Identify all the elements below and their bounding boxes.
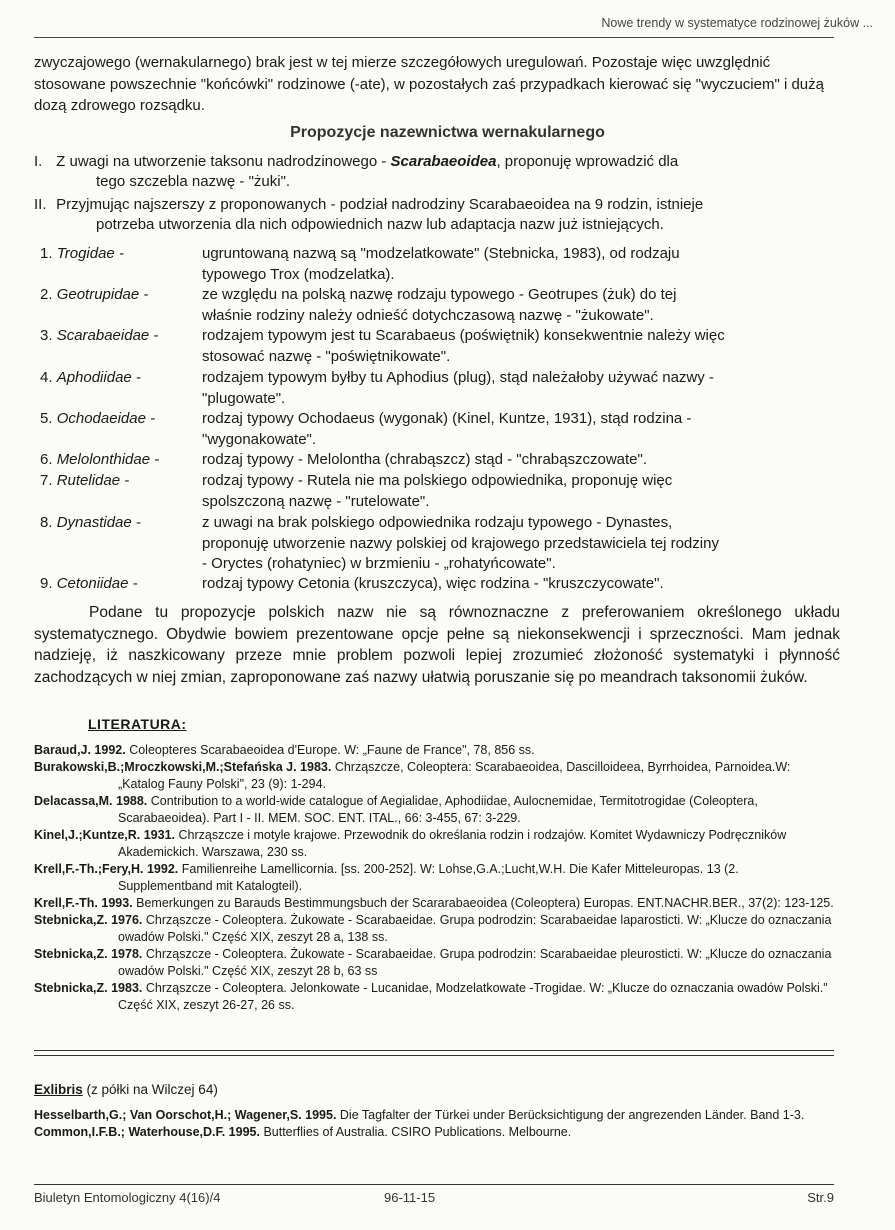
reference-author: Krell,F.-Th.;Fery,H. 1992. [34,862,179,876]
family-description: z uwagi na brak polskiego odpowiednika rodzaju typowego - Dynastes, proponuję utworzenie nazwy polskiej od krajowego przedstawiciela tej rodziny - Oryctes (rohatyniec) w brzmieniu - „rohatyńcowate". [202,514,719,572]
reference-author: Burakowski,B.;Mroczkowski,M.;Stefańska J. 1983. [34,760,332,774]
reference-text: Bemerkungen zu Barauds Bestimmungsbuch der Scararabaeoidea (Coleoptera) Europas. ENT.NACHR.BER., 37(2): 123-125. [132,896,834,910]
roman-item-1 [34,152,840,192]
reference-author: Stebnicka,Z. 1976. [34,913,143,927]
reference-item [34,895,834,912]
running-header: Nowe trendy w systematyce rodzinowej żuków ... [601,16,873,30]
reference-item [34,1124,834,1141]
reference-text: Coleopteres Scarabaeoidea d'Europe. W: „Faune de France", 78, 856 ss. [125,743,535,757]
family-description: rodzaj typowy - Melolontha (chrabąszcz) stąd - "chrabąszczowate". [202,451,647,468]
reference-item [34,912,834,946]
closing-paragraph: Podane tu propozycje polskich nazw nie są równoznaczne z preferowaniem określonego układu systematycznego. Obydwie bowiem prezentowane opcje pełne są niekonsekwencji i sprzeczności. Mam jednak nadzieję, iż naszkicowany przeze mnie problem pozwoli lepiej zrozumieć złożoność systematyki i płynność zachodzących w niej zmian, zaproponowane zaś nazwy ułatwią poruszanie się po meandrach taksonomii żuków. [34,604,840,686]
reference-list [34,742,834,1014]
reference-item [34,793,834,827]
family-name: 1. Trogidae - [40,245,124,262]
family-description: ze względu na polską nazwę rodzaju typowego - Geotrupes (żuk) do tej właśnie rodziny należy odnieść dotychczasową nazwę - "żukowate". [202,286,677,324]
reference-text: Chrząszcze - Coleoptera. Żukowate - Scarabaeidae. Grupa podrodzin: Scarabaeidae laparosticti. W: „Klucze do oznaczania owadów Polski." Część XIX, zeszyt 28 a, 138 ss. [118,913,832,944]
family-description: ugruntowaną nazwą są "modzelatkowate" (Stebnicka, 1983), od rodzaju typowego Trox (modzelatka). [202,245,680,283]
taxon-name: Scarabaeoidea [390,153,497,170]
reference-text: Contribution to a world-wide catalogue of Aegialidae, Aphodiidae, Aulocnemidae, Termitotrogidae (Coleoptera, Scarabaeoidea). Part I - II. MEM. SOC. ENT. ITAL., 66: 3-455, 67: 3-229. [118,794,758,825]
exlibris-label: Exlibris [34,1082,83,1097]
family-description: rodzaj typowy - Rutela nie ma polskiego odpowiednika, proponuję więc spolszczoną nazwę - "rutelowate". [202,472,673,510]
reference-item [34,759,834,793]
family-name: 2. Geotrupidae - [40,286,149,303]
roman-num: II. [34,196,47,213]
footer-journal: Biuletyn Entomologiczny 4(16)/4 [34,1190,221,1205]
intro-paragraph: zwyczajowego (wernakularnego) brak jest w tej mierze szczegółowych uregulowań. Pozostaje więc uwzględnić stosowane powszechnie "końcówki" rodzinowe (-ate), w pozostałych zaś przypadkach kierować się "wyczuciem" i dużą dozą zdrowego rozsądku. [34,54,824,114]
family-name: 8. Dynastidae - [40,514,141,531]
reference-text: Chrząszcze - Coleoptera. Jelonkowate - Lucanidae, Modzelatkowate -Trogidae. W: „Klucze do oznaczania owadów Polski." Część XIX, zeszyt 26-27, 26 ss. [118,981,828,1012]
reference-item [34,861,834,895]
reference-item [34,946,834,980]
reference-item [34,827,834,861]
header-rule [34,37,834,38]
family-name: 7. Rutelidae - [40,472,130,489]
exlibris-heading [34,1082,218,1097]
reference-item [34,980,834,1014]
reference-text: Chrząszcze i motyle krajowe. Przewodnik do określania rodzin i rodzajów. Komitet Wydawniczy Podręczników Akademickich. Warszawa, 230 ss. [118,828,787,859]
family-description: rodzajem typowym byłby tu Aphodius (plug), stąd należałoby używać nazwy - "plugowate". [202,369,714,407]
exlibris-list [34,1107,834,1141]
reference-item [34,742,834,759]
reference-author: Krell,F.-Th. 1993. [34,896,133,910]
section-title: Propozycje nazewnictwa wernakularnego [290,124,605,141]
double-rule-bottom [34,1055,834,1056]
reference-author: Kinel,J.;Kuntze,R. 1931. [34,828,176,842]
roman-num: I. [34,153,43,170]
family-name: 6. Melolonthidae - [40,451,160,468]
exlibris-note: (z półki na Wilczej 64) [82,1082,218,1097]
reference-text: Familienreihe Lamellicornia. [ss. 200-252]. W: Lohse,G.A.;Lucht,W.H. Die Kafer Mitteleuropas. 13 (2. Supplementband mit Katalogteil). [118,862,739,893]
reference-text: Chrząszcze, Coleoptera: Scarabaeoidea, Dascilloideea, Byrrhoidea, Parnoidea.W: „Katalog Fauny Polski", 23 (9): 1-294. [118,760,791,791]
reference-item [34,1107,834,1124]
reference-text: Die Tagfalter der Türkei under Berücksichtigung der angrezenden Länder. Band 1-3. [336,1108,805,1122]
roman-cont: tego szczebla nazwę - "żuki". [96,173,291,190]
family-description: rodzaj typowy Cetonia (kruszczyca), więc rodzina - "kruszczycowate". [202,575,664,592]
roman-cont: potrzeba utworzenia dla nich odpowiednich nazw lub adaptacja nazw już istniejących. [96,216,664,233]
family-name: 4. Aphodiidae - [40,369,141,386]
literature-title: LITERATURA: [88,716,187,732]
reference-author: Stebnicka,Z. 1983. [34,981,143,995]
roman-text: , proponuję wprowadzić dla [496,153,679,170]
double-rule-top [34,1050,834,1051]
footer-page: Str.9 [807,1190,834,1205]
family-name: 5. Ochodaeidae - [40,410,156,427]
reference-text: Butterflies of Australia. CSIRO Publications. Melbourne. [259,1125,572,1139]
family-description: rodzaj typowy Ochodaeus (wygonak) (Kinel, Kuntze, 1931), stąd rodzina - "wygonakowate". [202,410,692,448]
family-name: 9. Cetoniidae - [40,575,138,592]
roman-text: Z uwagi na utworzenie taksonu nadrodzinowego - [56,153,391,170]
reference-author: Common,I.F.B.; Waterhouse,D.F. 1995. [34,1125,260,1139]
roman-text: Przyjmując najszerszy z proponowanych - podział nadrodziny Scarabaeoidea na 9 rodzin, istnieje [56,196,704,213]
roman-item-2 [34,195,840,235]
reference-text: Chrząszcze - Coleoptera. Żukowate - Scarabaeidae. Grupa podrodzin: Scarabaeidae pleurosticti. W: „Klucze do oznaczania owadów Polski." Część XIX, zeszyt 28 b, 63 ss [118,947,832,978]
reference-author: Stebnicka,Z. 1978. [34,947,143,961]
footer-rule [34,1184,834,1185]
reference-author: Baraud,J. 1992. [34,743,126,757]
family-name: 3. Scarabaeidae - [40,327,159,344]
reference-author: Delacassa,M. 1988. [34,794,148,808]
family-description: rodzajem typowym jest tu Scarabaeus (poświętnik) konsekwentnie należy więc stosować nazwę - "poświętnikowate". [202,327,725,365]
reference-author: Hesselbarth,G.; Van Oorschot,H.; Wagener,S. 1995. [34,1108,337,1122]
footer-date: 96-11-15 [384,1190,436,1205]
footer [34,1190,834,1205]
